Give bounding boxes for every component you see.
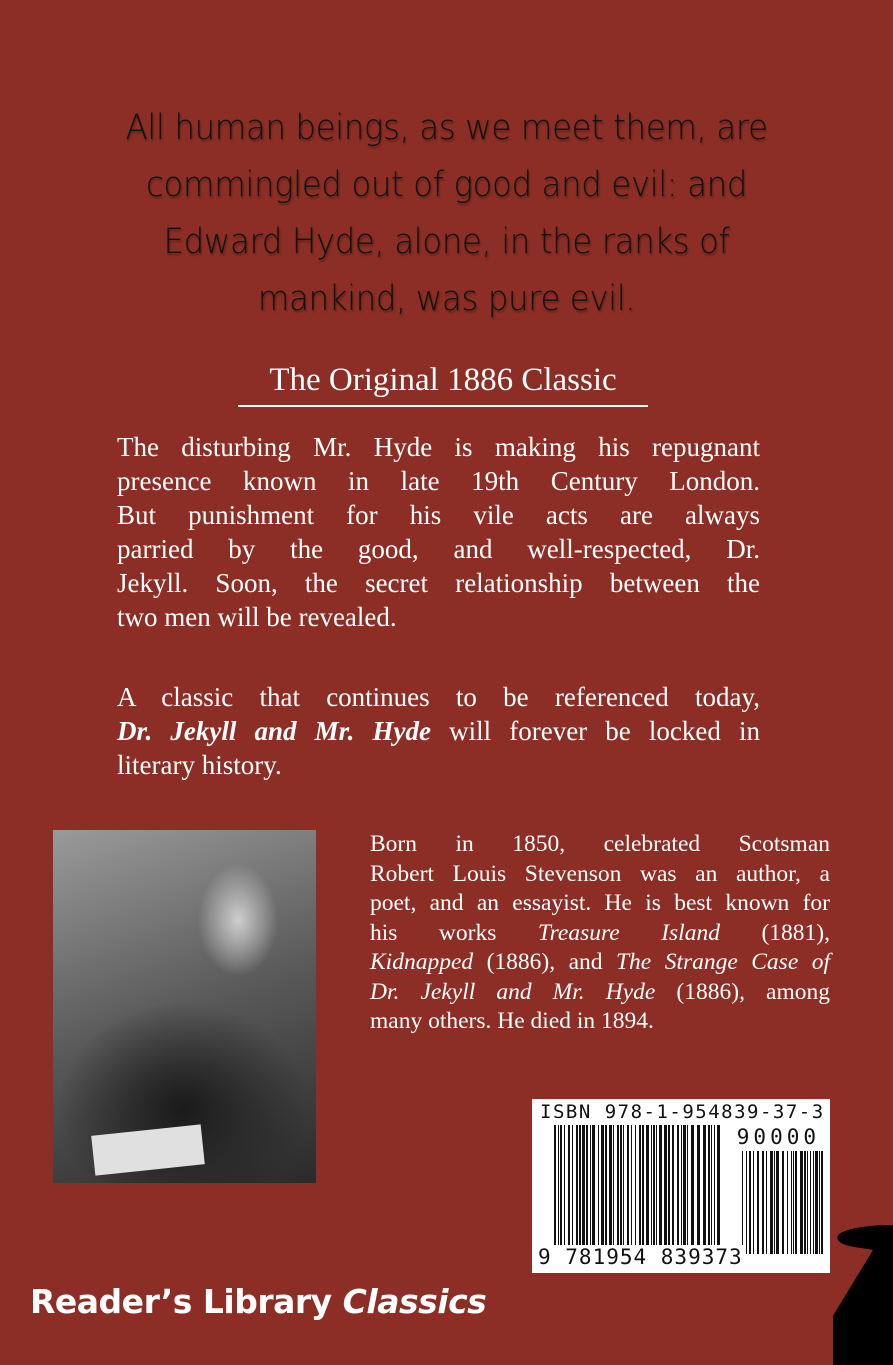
barcode-bar — [810, 1151, 811, 1254]
barcode-bar — [762, 1151, 764, 1254]
text-span: (1886), among — [655, 978, 830, 1005]
publisher-logo — [30, 1282, 486, 1321]
book-title: The Strange Case of — [615, 949, 830, 975]
text-line: Jekyll. Soon, the secret relationship between the — [117, 568, 760, 598]
author-bio — [370, 830, 830, 1037]
book-title: Kidnapped — [370, 949, 474, 975]
barcode-bar — [746, 1151, 747, 1254]
barcode-bar — [793, 1151, 794, 1254]
barcode-bar — [804, 1151, 806, 1254]
text-line: literary history. — [117, 750, 282, 780]
barcode-bar — [782, 1151, 784, 1254]
classic-paragraph — [117, 680, 760, 782]
brand-italic-text: Classics — [342, 1282, 487, 1321]
ean-digits: 9 781954 839373 — [538, 1245, 743, 1269]
barcode-bar — [795, 1151, 797, 1254]
text-line: parried by the good, and well-respected, Dr. — [117, 534, 760, 564]
barcode-bar — [776, 1151, 779, 1254]
barcode-bar — [791, 1151, 792, 1254]
barcode-bar — [742, 1151, 743, 1254]
book-title: Treasure Island — [537, 919, 720, 946]
text-line — [370, 948, 830, 978]
quote-line: commingled out of good and evil: and — [145, 165, 748, 205]
text-span: his works — [370, 919, 538, 946]
book-title: Dr. Jekyll and Mr. Hyde — [117, 716, 431, 746]
quote-line: mankind, was pure evil. — [257, 279, 636, 319]
text-line — [370, 978, 830, 1008]
text-line: Born in 1850, celebrated Scotsman — [370, 831, 830, 857]
photo-detail — [91, 1124, 205, 1175]
text-line — [117, 714, 760, 748]
text-line: many others. He died in 1894. — [370, 1008, 654, 1034]
barcode-bar — [800, 1151, 803, 1254]
brand-text: Reader’s Library — [30, 1282, 343, 1321]
barcode-bar — [753, 1151, 754, 1254]
text-span: (1881), — [719, 919, 830, 946]
barcode-bar — [757, 1151, 759, 1254]
text-span: (1886), and — [473, 949, 616, 975]
barcode-bar — [770, 1151, 773, 1254]
quote-line: All human beings, as we meet them, are — [125, 108, 768, 148]
barcode-bar — [819, 1151, 820, 1254]
text-line: The disturbing Mr. Hyde is making his repugnant — [117, 432, 760, 462]
synopsis-paragraph — [117, 430, 760, 634]
barcode-bar — [749, 1151, 751, 1254]
section-heading: The Original 1886 Classic — [238, 362, 648, 407]
text-line: poet, and an essayist. He is best known for — [370, 890, 830, 916]
barcode-bar — [787, 1151, 788, 1254]
price-code: 90000 — [736, 1125, 820, 1149]
book-title: Dr. Jekyll and Mr. Hyde — [370, 978, 656, 1005]
isbn-barcode — [532, 1099, 830, 1273]
barcode-bar — [821, 1151, 823, 1254]
text-line: But punishment for his vile acts are always — [117, 500, 760, 530]
text-line: Robert Louis Stevenson was an author, a — [370, 860, 830, 887]
text-line: A classic that continues to be referenced today, — [117, 682, 760, 712]
barcode-bar — [815, 1151, 818, 1254]
barcode-bar — [766, 1151, 767, 1254]
barcode-bar — [774, 1151, 775, 1254]
barcode-bar — [813, 1151, 814, 1254]
text-span: will forever be locked in — [430, 716, 760, 746]
author-photo — [53, 830, 316, 1183]
text-line: presence known in late 19th Century London. — [117, 466, 760, 496]
barcode-bar — [807, 1151, 808, 1254]
quote-line: Edward Hyde, alone, in the ranks of — [163, 222, 730, 262]
text-line: two men will be revealed. — [117, 602, 397, 632]
swoosh-decoration — [833, 1225, 893, 1365]
pull-quote — [0, 100, 893, 328]
isbn-text: ISBN 978-1-954839-37-3 — [540, 1101, 825, 1123]
text-line — [370, 919, 830, 949]
